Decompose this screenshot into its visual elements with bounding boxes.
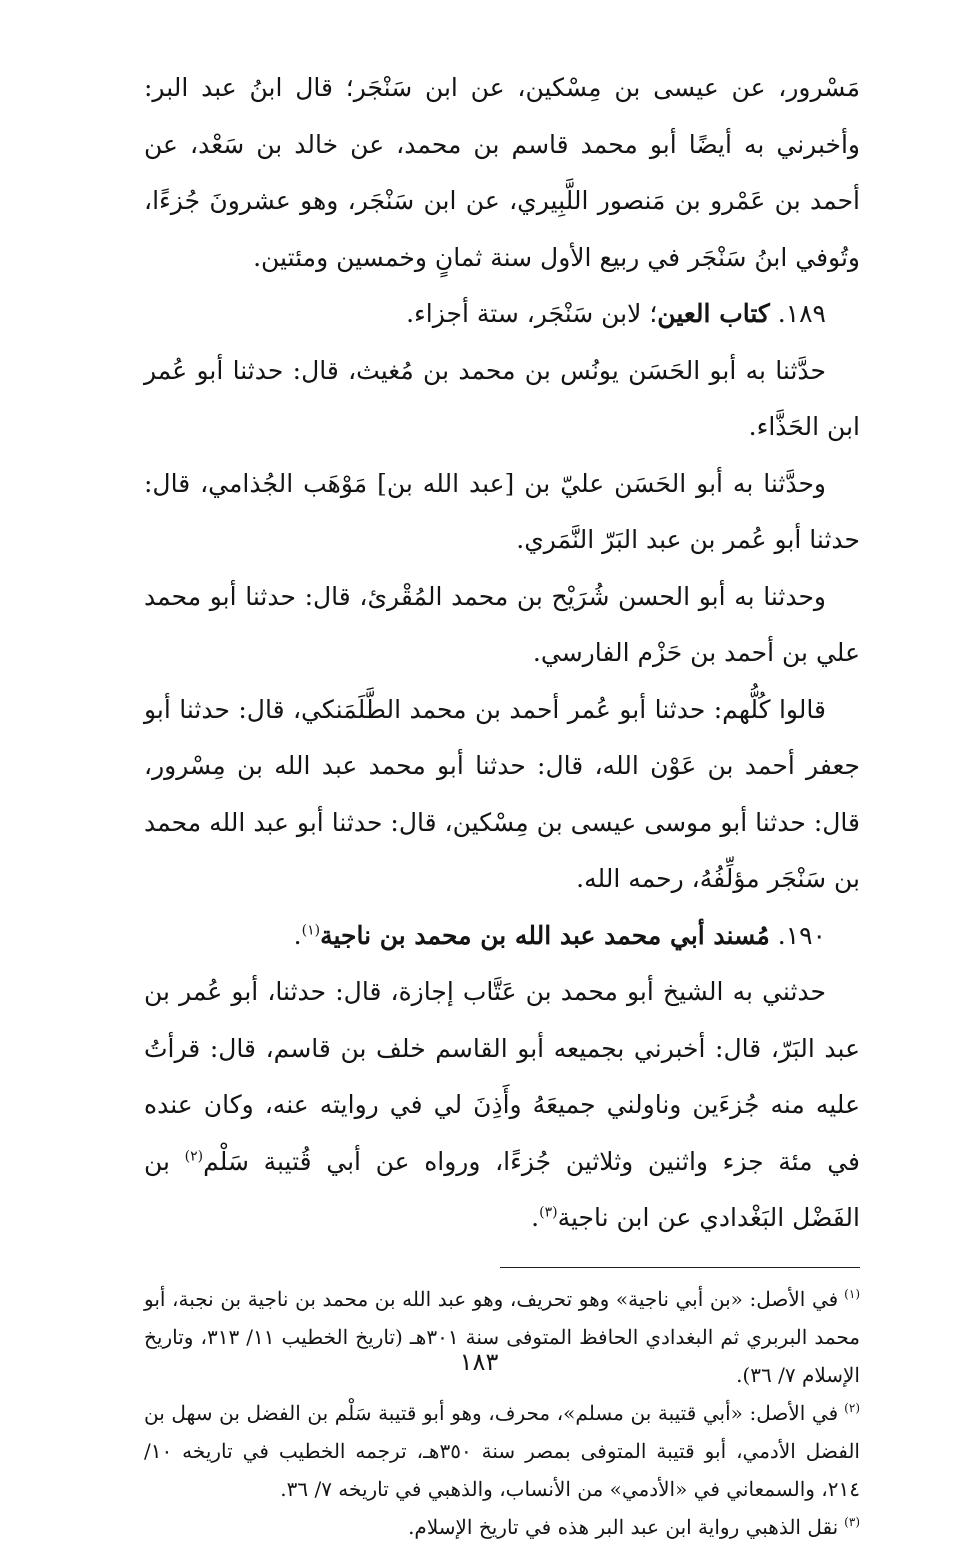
- isnad-paragraph-2: وحدَّثنا به أبو الحَسَن عليّ بن [عبد الله بن] مَوْهَب الجُذامي، قال: حدثنا أبو عُمر بن عبد البَرّ النَّمَري.: [144, 468, 860, 554]
- entry-190: [144, 908, 860, 965]
- paragraph-continuation: مَسْرور، عن عيسى بن مِسْكين، عن ابن سَنْجَر؛ قال ابنُ عبد البر: وأخبرني به أيضًا أبو محمد قاسم بن محمد، عن خالد بن سَعْد، عن أحمد بن عَمْرو بن مَنصور اللَّبِيري، عن ابن سَنْجَر، وهو عشرونَ جُزءًا، وتُوفي ابنُ سَنْجَر في ربيع الأول سنة ثمانٍ وخمسين ومئتين.: [144, 73, 860, 272]
- isnad-paragraph-5-text: حدثني به الشيخ أبو محمد بن عَتَّاب إجازة، قال: حدثنا، أبو عُمر بن عبد البَرّ، قال: أخبرني بجميعه أبو القاسم خلف بن قاسم، قال: قرأتُ عليه منه جُزءَين وناولني جميعَهُ وأَذِنَ لي في روايته عنه، وكان عنده في مئة جزء واثنين وثلاثين جُزءًا، ورواه عن أبي قُتيبة سَلْم: [144, 977, 861, 1176]
- main-text: [144, 60, 860, 1247]
- footnote-2-number: (٢): [844, 1400, 860, 1415]
- footnote-3-text: نقل الذهبي رواية ابن عبد البر هذه في تاريخ الإسلام.: [408, 1514, 839, 1539]
- entry-189-number: ١٨٩.: [777, 299, 826, 328]
- entry-189-rest: ؛ لابن سَنْجَر، ستة أجزاء.: [406, 299, 658, 328]
- page-number: ١٨٣: [459, 1348, 499, 1376]
- isnad-paragraph-1: حدَّثنا به أبو الحَسَن يونُس بن محمد بن مُغيث، قال: حدثنا أبو عُمر ابن الحَذَّاء.: [144, 355, 860, 441]
- isnad-paragraph-5-mid: بن الفَضْل البَغْدادي عن ابن ناجية: [144, 1146, 860, 1232]
- isnad-paragraph-3: وحدثنا به أبو الحسن شُرَيْح بن محمد المُقْرئ، قال: حدثنا أبو محمد علي بن أحمد بن حَزْم الفارسي.: [144, 581, 860, 667]
- entry-190-title: مُسند أبي محمد عبد الله بن محمد بن ناجية: [320, 920, 770, 950]
- page: [144, 60, 860, 1546]
- isnad-paragraph-5: [144, 964, 860, 1247]
- entry-190-number: ١٩٠.: [777, 920, 826, 950]
- footnotes: [144, 1280, 860, 1546]
- entry-189-title: كتاب العين: [657, 299, 770, 328]
- footnote-ref-2: (٢): [184, 1148, 204, 1165]
- footnote-ref-3: (٣): [539, 1204, 558, 1221]
- footnote-2-text: في الأصل: «أبي قتيبة بن مسلم»، محرف، وهو أبو قتيبة سَلْم بن الفضل بن سهل بن الفضل الأدمي، أبو قتيبة المتوفى بمصر سنة ٣٥٠هـ، ترجمه الخطيب في تاريخه ١٠/ ٢١٤، والسمعاني في «الأدمي» من الأنساب، والذهبي في تاريخه ٧/ ٣٦.: [144, 1400, 860, 1501]
- footnote-3: [144, 1508, 860, 1546]
- footnote-divider: [500, 1267, 860, 1268]
- footnote-2: [144, 1394, 860, 1508]
- entry-190-end: .: [293, 920, 302, 950]
- isnad-paragraph-5-end: .: [531, 1203, 540, 1232]
- footnote-1-number: (١): [844, 1286, 860, 1301]
- entry-189: [144, 286, 860, 343]
- footnote-ref-1: (١): [301, 922, 321, 939]
- footnote-1-text: في الأصل: «بن أبي ناجية» وهو تحريف، وهو عبد الله بن محمد بن ناجية بن نجبة، أبو محمد البربري ثم البغدادي الحافظ المتوفى سنة ٣٠١هـ (تاريخ الخطيب ١١/ ٣١٣، وتاريخ الإسلام ٧/ ٣٦).: [144, 1286, 860, 1387]
- footnote-3-number: (٣): [844, 1514, 860, 1529]
- isnad-paragraph-4: قالوا كُلُّهم: حدثنا أبو عُمر أحمد بن محمد الطَّلَمَنكي، قال: حدثنا أبو جعفر أحمد بن عَوْن الله، قال: حدثنا أبو محمد عبد الله بن مِسْرور، قال: حدثنا أبو موسى عيسى بن مِسْكين، قال: حدثنا أبو عبد الله محمد بن سَنْجَر مؤلِّفُهُ، رحمه الله.: [144, 694, 860, 893]
